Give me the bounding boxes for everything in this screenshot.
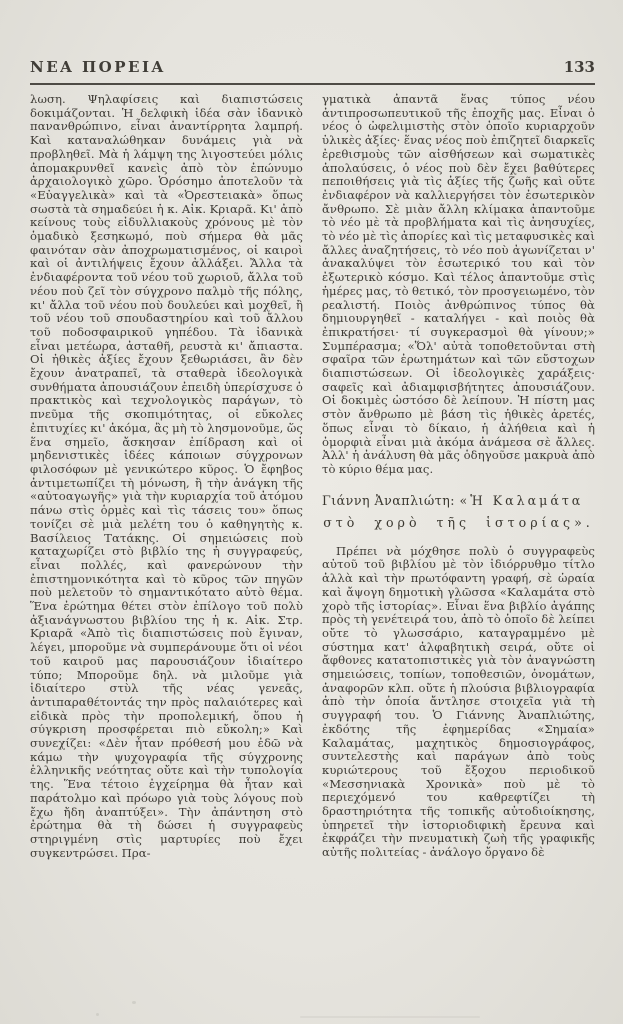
right-column-continuation-text: γματικὰ ἀπαντᾶ ἕνας τύπος νέου ἀντιπροσωπευτικοῦ τῆς ἐποχῆς μας. Εἶναι ὁ νέος ὁ ὠφελιμιστὴς στὸν ὁποῖο κυριαρχοῦν ὑλικὲς ἀξίες· ἕνας νέος ποὺ ἐπιζητεῖ διαρκεῖς ἐρεθισμοὺς τῶν αἰσθήσεων καὶ σωματικὲς ἀπολαύσεις, ὁ νέος ποὺ δὲν ἔχει βαθύτερες πεποιθήσεις γιὰ τὶς ἀξίες τῆς ζωῆς καὶ οὔτε ἐνδιαφέρον νὰ καλλιεργήσει τὸν ἐσωτερικὸν ἄνθρωπο. Σὲ μιὰν ἄλλη κλίμακα ἀπαντοῦμε τὸ νέο μὲ τὰ προβλήματα καὶ τὶς ἀνησυχίες, τὸ νέο μὲ τὶς ἀπορίες καὶ τὶς μεταφυσικὲς καὶ ἄλλες ἀναζητήσεις, τὸ νέο ποὺ ἀγωνίζεται ν' ἀνακαλύψει τὸν ἐσωτερικό του καὶ τὸν ἐξωτερικὸ κόσμο. Καὶ τέλος ἀπαντοῦμε στὶς ἡμέρες μας, τὸ θετικό, τὸν προσγειωμένο, τὸν ρεαλιστή. Ποιὸς ἀνθρώπινος τύπος θὰ δημιουργηθεῖ - καταλήγει - καὶ ποιὸς θὰ ἐπικρατήσει· τί συγκερασμοὶ θὰ γίνουν;» Συμπέρασμα; «Ὅλ' αὐτὰ τοποθετοῦνται στὴ σφαῖρα τῶν ἐρωτημάτων καὶ τῶν εὔστοχων διαπιστώσεων. Οἱ ἰδεολογικὲς χαράξεις· σαφεῖς καὶ ἀδιαμφισβήτητες ἀπουσιάζουν. Οἱ δοκιμὲς ὡστόσο δὲ λείπουν. Ἡ πίστη μας στὸν ἄνθρωπο μὲ βάση τὶς ἠθικὲς ἀρετές, ὅπως εἶναι τὸ δίκαιο, ἡ ἀλήθεια καὶ ἡ ὀμορφιὰ εἶναι μιὰ ἀκόμα ἀνάμεσα σὲ ἄλλες. Ἀλλ' ἡ ἀνάλυση θὰ μᾶς ὁδηγοῦσε μακρυὰ ἀπὸ τὸ κύριο θέμα μας. [322,93,595,476]
scan-artifact [132,1001,136,1004]
review-title-line1: «Ἡ Καλαμάτα [459,492,584,508]
page-number: 133 [563,58,595,76]
review-body-text: Πρέπει νὰ μόχθησε πολὺ ὁ συγγραφεὺς αὐτοῦ τοῦ βιβλίου μὲ τὸν ἰδιόρρυθμο τίτλο ἀλλὰ καὶ τὴν πρωτόφαντη γραφή, σὲ ὡραία καὶ ἄψογη δημοτικὴ γλῶσσα «Καλαμάτα στὸ χορὸ τῆς ἱστορίας». Εἶναι ἕνα βιβλίο ἀγάπης πρὸς τὴ γενέτειρά του, ἀπὸ τὸ ὁποῖο δὲ λείπει οὔτε τὸ γλωσσάριο, καταγραμμένο μὲ σύστημα κατ' ἀλφαβητικὴ σειρά, οὔτε οἱ ἄφθονες κατατοπιστικὲς γιὰ τὸν ἀναγνώστη σημειώσεις, τοπίων, τοποθεσιῶν, ὀνομάτων, ἀναφορῶν κλπ. οὔτε ἡ πλούσια βιβλιογραφία ἀπὸ τὴν ὁποία ἄντλησε στοιχεῖα γιὰ τὴ συγγραφή του. Ὁ Γιάννης Ἀναπλιώτης, ἐκδότης τῆς ἐφημερίδας «Σημαία» Καλαμάτας, μαχητικὸς δημοσιογράφος, συντελεστὴς καὶ παράγων ἀπὸ τοὺς κυριώτερους τοῦ ἔξοχου περιοδικοῦ «Μεσσηνιακὰ Χρονικὰ» ποὺ μὲ τὸ περιεχόμενό του καθρεφτίζει τὴ δραστηριότητα τῆς τοπικῆς αὐτοδιοίκησης, ὑπηρετεῖ τὴν ἱστοριοδιφικὴ ἔρευνα καὶ ἐκφράζει τὴν πνευματικὴ ζωὴ τῆς γραφικῆς αὐτῆς πολιτείας - ἀνάλογο ὄργανο δὲ [322,543,595,860]
right-column [322,93,595,996]
review-title-line2: στὸ χορὸ τῆς ἱστορίας». [323,514,594,530]
text-columns [30,93,595,996]
scan-artifact [96,1013,99,1016]
running-head [30,58,595,85]
journal-title: ΝΕΑ ΠΟΡΕΙΑ [30,58,166,76]
left-column [30,93,303,996]
scan-artifact [300,1016,480,1018]
review-heading [322,490,595,534]
review-author: Γιάννη Ἀναπλιώτη: [322,492,460,508]
left-column-text: λωση. Ψηλαφίσεις καὶ διαπιστώσεις δοκιμάζονται. Ἡ δελφικὴ ἰδέα σὰν ἰδανικὸ πανανθρώπινο, εἶναι ἀναντίρρητα λαμπρή. Καὶ καταναλώθηκαν δυνάμεις γιὰ νὰ προβληθεῖ. Μὰ ἡ λάμψη της λιγοστεύει μόλις ἀπομακρυνθεῖ κανεὶς ἀπὸ τὸν ἐπώνυμο ἀρχαιολογικὸ χῶρο. Ὁρόσημο ἀποτελοῦν τὰ «Εὐαγγελικὰ» καὶ τὰ «Ὀρεστειακὰ» ὅπως σωστὰ τὰ σημαδεύει ἡ κ. Αἰκ. Κριαρᾶ. Κι' ἀπὸ κείνους τοὺς εἰδυλλιακοὺς χρόνους μὲ τὸν ὁμαδικὸ ξεσηκωμό, ποὺ σήμερα θὰ μᾶς φαινόταν σὰν ἀποχρωματισμένος, οἱ καιροὶ καὶ οἱ ἀντιλήψεις ἔχουν ἀλλάξει. Ἄλλα τὰ ἐνδιαφέροντα τοῦ νέου τοῦ χωριοῦ, ἄλλα τοῦ νέου ποὺ ζεῖ τὸν σύγχρονο παλμὸ τῆς πόλης, κι' ἄλλα τοῦ νέου ποὺ δουλεύει καὶ μοχθεῖ, ἢ τοῦ νέου τοῦ σπουδαστηρίου καὶ τοῦ ἄλλου τοῦ ποδοσφαιρικοῦ γηπέδου. Τὰ ἰδανικὰ εἶναι μετέωρα, ἀσταθῆ, ρευστὰ κι' ἄπιαστα. Οἱ ἠθικὲς ἀξίες ἔχουν ξεθωριάσει, ἂν δὲν ἔχουν ἀνατραπεῖ, τὰ σταθερὰ ἰδεολογικὰ συνθήματα ἀπουσιάζουν ἐπειδὴ ὑπερίσχυσε ὁ πρακτικὸς καὶ τεχνολογικὸς παράγων, τὸ πνεῦμα τῆς σκοπιμότητας, οἱ εὔκολες ἐπιτυχίες κι' ἀκόμα, ἂς μὴ τὸ λησμονοῦμε, ὥς ἕνα σημεῖο, ἄσκησαν ἐπίδραση καὶ οἱ μηδενιστικὲς ἰδέες κάποιων σύγχρονων φιλοσόφων μὲ γενικώτερο κῦρος. Ὁ ἔφηβος ἀντιμετωπίζει τὴ μόνωση, ἢ τὴν ἀνάγκη τῆς «αὐτοαγωγῆς» γιὰ τὴν κυριαρχία τοῦ ἀτόμου πάνω στὶς ὁρμὲς καὶ τὶς τάσεις του» ὅπως τονίζει σὲ μιὰ μελέτη του ὁ καθηγητὴς κ. Βασίλειος Τατάκης. Οἱ σημειώσεις ποὺ καταχωρίζει στὸ βιβλίο της ἡ συγγραφεύς, εἶναι πολλές, καὶ φανερώνουν τὴν ἐπιστημονικότητα καὶ τὸ κῦρος τῶν πηγῶν ποὺ μελετοῦν τὸ σημαντικότατο αὐτὸ θέμα. Ἕνα ἐρώτημα θέτει στὸν ἐπίλογο τοῦ πολὺ ἀξιανάγνωστου βιβλίου της ἡ κ. Αἰκ. Στρ. Κριαρᾶ «Ἀπὸ τὶς διαπιστώσεις ποὺ ἔγιναν, λέγει, μποροῦμε νὰ συμπεράνουμε ὅτι οἱ νέοι τοῦ καιροῦ μας παρουσιάζουν ἰδιαίτερο τύπο; Μποροῦμε δηλ. νὰ μιλοῦμε γιὰ ἰδιαίτερο στὺλ τῆς νέας γενεᾶς, ἀντιπαραθέτοντάς την πρὸς παλαιότερες καὶ εἰδικὰ πρὸς τὴν προπολεμική, ὅπου ἡ σύγκριση προσφέρεται πιὸ εὔκολη;» Καὶ συνεχίζει: «Δὲν ἦταν πρόθεσή μου ἐδῶ νὰ κάμω τὴν ψυχογραφία τῆς σύγχρονης ἑλληνικῆς νεότητας οὔτε καὶ τὴν τυπολογία της. Ἕνα τέτοιο ἐγχείρημα θὰ ἦταν καὶ παράτολμο καὶ πρόωρο γιὰ τοὺς λόγους ποὺ ἔχω ἤδη ἀναπτύξει». Τὴν ἀπάντηση στὸ ἐρώτημα θὰ τὴ δώσει ἡ συγγραφεὺς στηριγμένη στὶς μαρτυρίες ποὺ ἔχει συγκεντρώσει. Πρα- [30,93,303,860]
